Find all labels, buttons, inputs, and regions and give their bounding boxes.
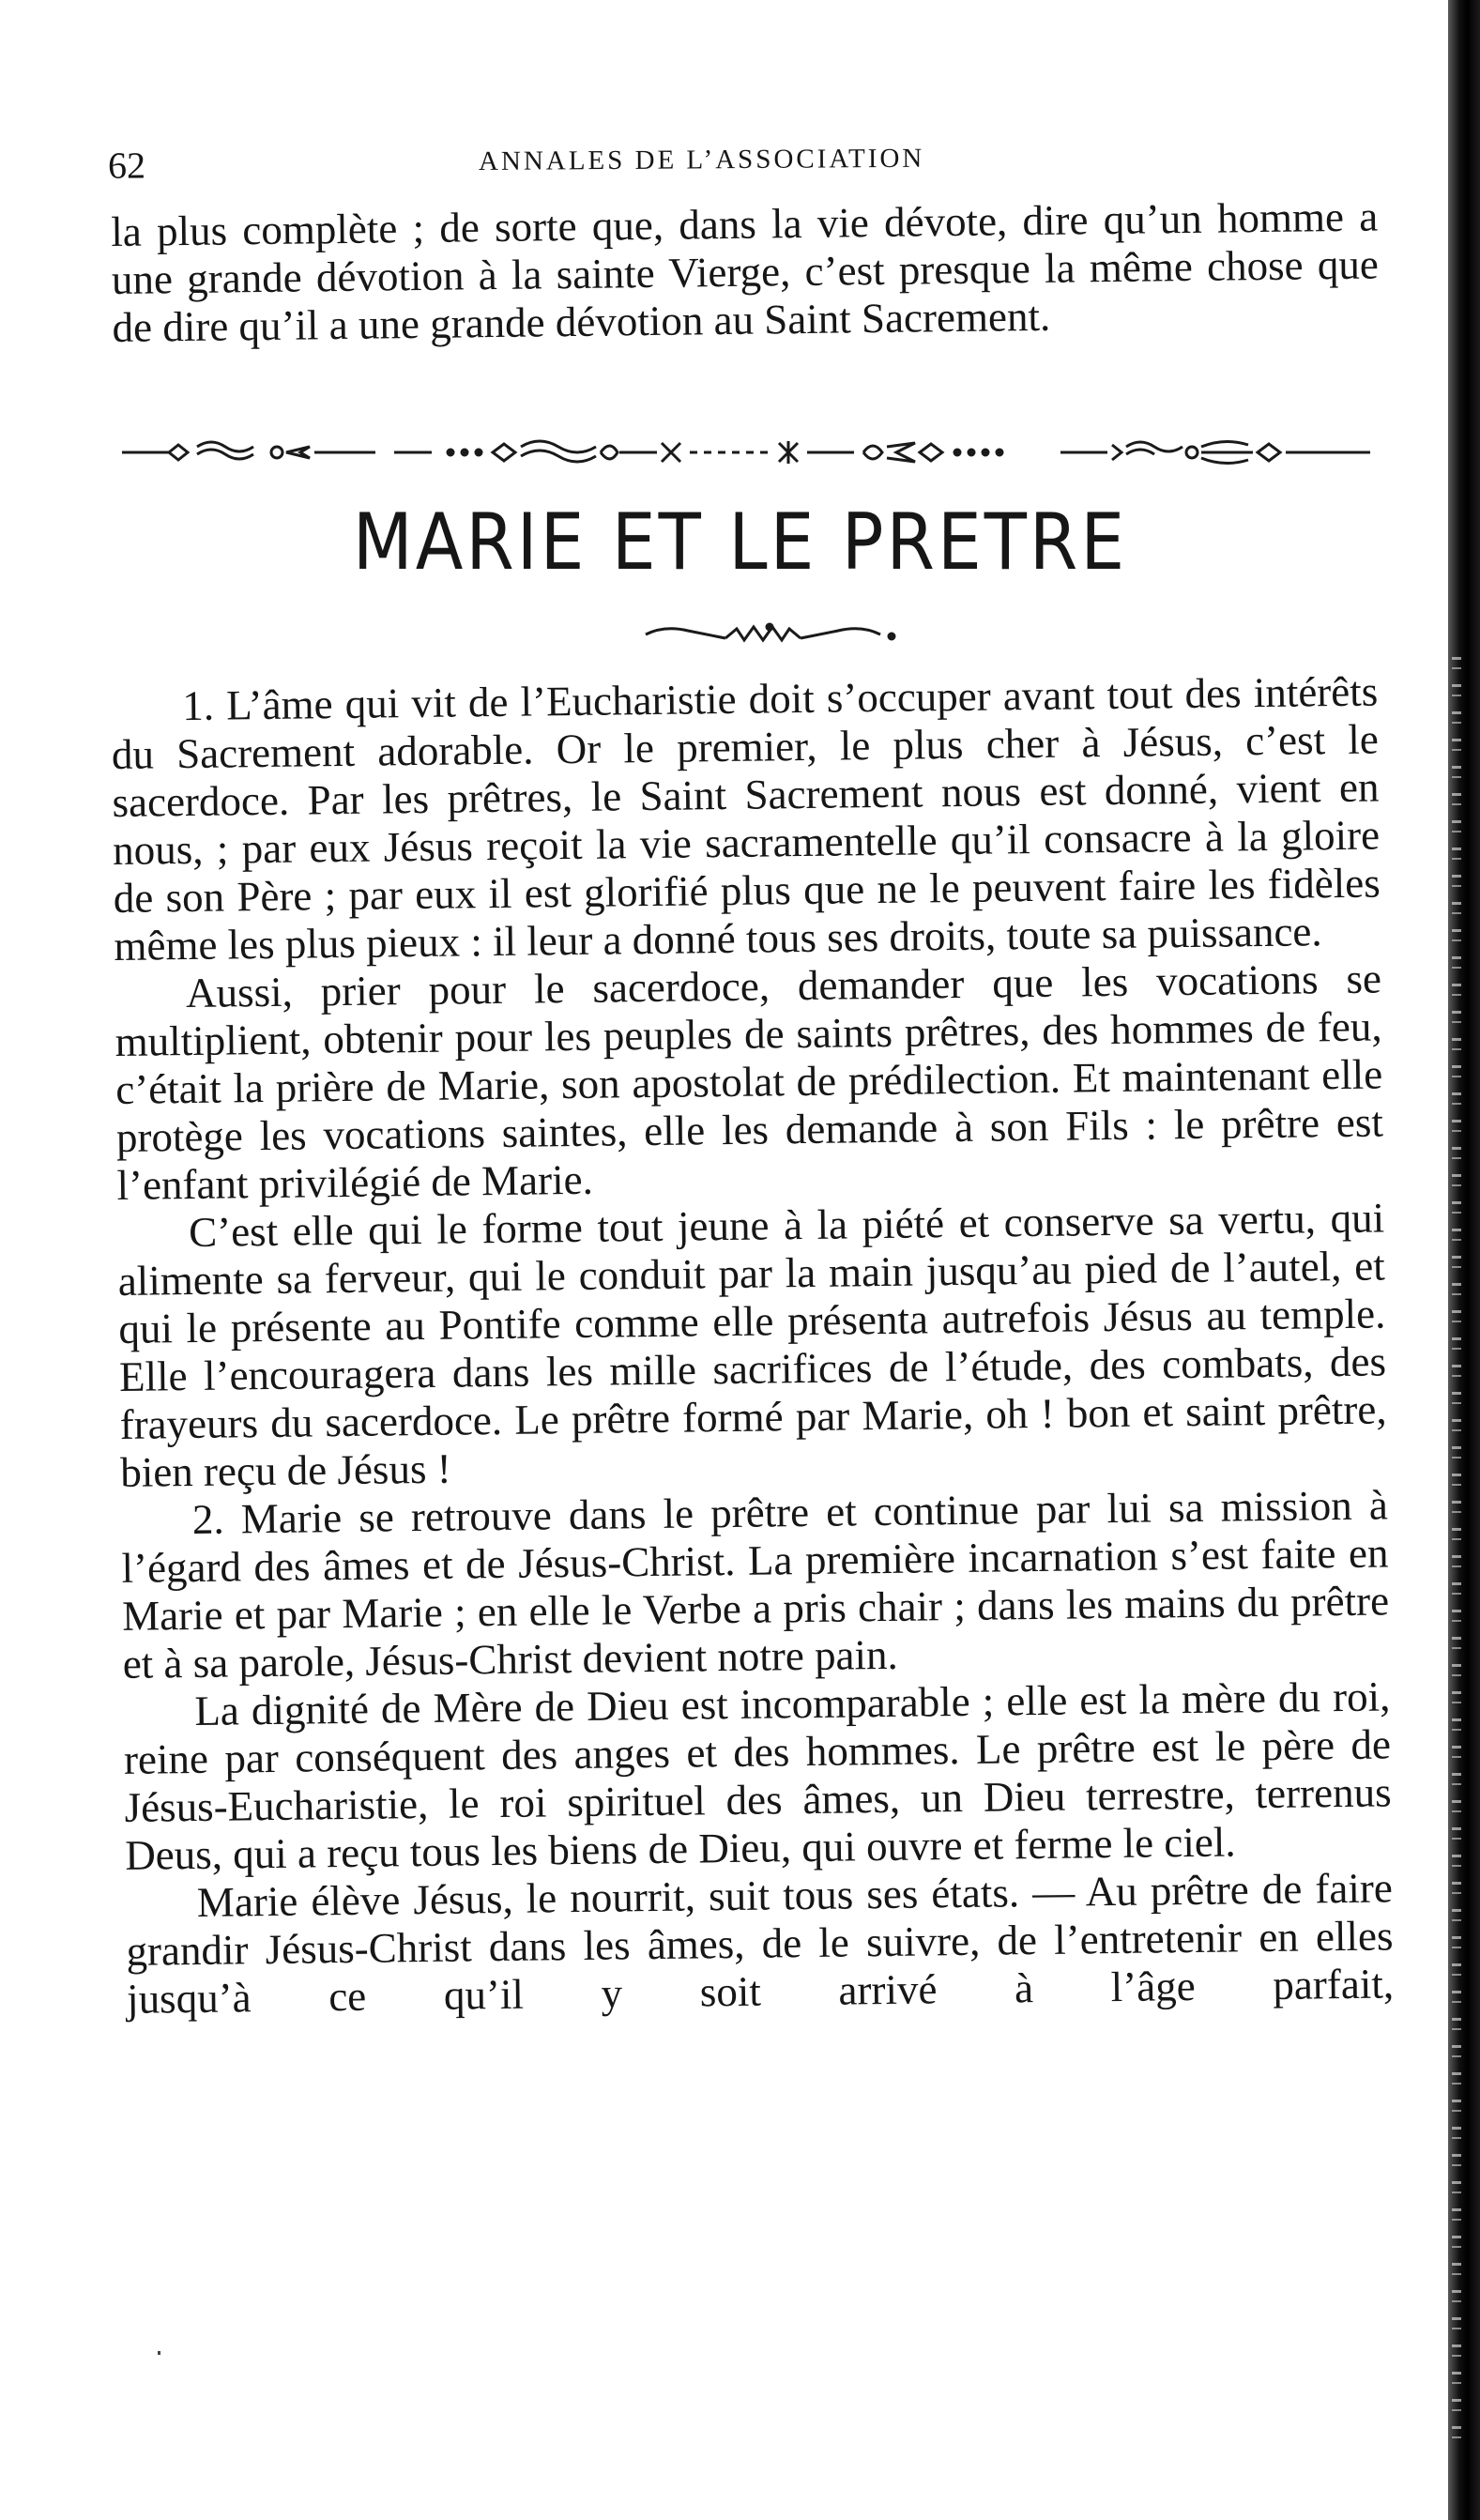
article-paragraph-2: Aussi, prier pour le sacerdoce, demander que les vocations se multiplient, obtenir pour les peuples de saints prêtres, des hommes de feu, c’était la prière de Marie, son apostolat de prédilection. Et maintenant elle protège les vocations saintes, elle les demande à son Fils : le prêtre est l’enfant privilégié de Marie. [114, 955, 1384, 1209]
article-paragraph-6: Marie élève Jésus, le nourrit, suit tous ses états. — Au prêtre de faire grandir Jésus-Christ dans les âmes, de le suivre, de l’entretenir en elles jusqu’à ce qu’il y soit arrivé à l’âge parfait, [126, 1864, 1395, 2023]
article-title: MARIE ET LE PRETRE [352, 496, 1128, 588]
intro-paragraph-block [111, 193, 1380, 407]
book-binding-edge [1448, 0, 1480, 2520]
title-ornament [641, 619, 899, 649]
article-paragraph-3: C’est elle qui le forme tout jeune à la piété et conserve sa vertu, qui alimente sa ferveur, qui le conduit par la main jusqu’au pied de l’autel, et qui le présente au Pontife comme elle présenta autrefois Jésus au temple. Elle l’encouragera dans les mille sacrifices de l’étude, des combats, des frayeurs du sacerdoce. Le prêtre formé par Marie, oh ! bon et saint prêtre, bien reçu de Jésus ! [117, 1194, 1387, 1496]
stray-ink-mark [158, 2351, 160, 2355]
intro-paragraph: la plus complète ; de sorte que, dans la vie dévote, dire qu’un homme a une grande dévotion à la sainte Vierge, c’est presque la même chose que de dire qu’il a une grande dévotion au Saint Sacrement. [111, 192, 1380, 351]
article-paragraph-4: 2. Marie se retrouve dans le prêtre et continue par lui sa mission à l’égard des âmes et de Jésus-Christ. La première incarnation s’est faite en Marie et par Marie ; en elle le Verbe a pris chair ; dans les mains du prêtre et à sa parole, Jésus-Christ devient notre pain. [121, 1481, 1390, 1688]
article-paragraph-1: 1. L’âme qui vit de l’Eucharistie doit s’occuper avant tout des intérêts du Sacrement adorable. Or le premier, le plus cher à Jésus, c’est le sacerdoce. Par les prêtres, le Saint Sacrement nous est donné, vient en nous, ; par eux Jésus reçoit la vie sacramentelle qu’il consacre à la gloire de son Père ; par eux il est glorifié plus que ne le peuvent faire les fidèles même les plus pieux : il leur a donné tous ses droits, toute sa puissance. [111, 667, 1381, 970]
running-head-title: ANNALES DE L’ASSOCIATION [478, 143, 925, 176]
page-number: 62 [107, 144, 146, 187]
article-body [111, 668, 1397, 2316]
running-head [108, 134, 1384, 188]
fleuron-rule-ornament [113, 434, 1380, 471]
article-paragraph-5: La dignité de Mère de Dieu est incomparable ; elle est la mère du roi, reine par conséquent des anges et des hommes. Le prêtre est le père de Jésus-Eucharistie, le roi spirituel des âmes, un Dieu terrestre, terrenus Deus, qui a reçu tous les biens de Dieu, qui ouvre et ferme le ciel. [123, 1672, 1392, 1879]
